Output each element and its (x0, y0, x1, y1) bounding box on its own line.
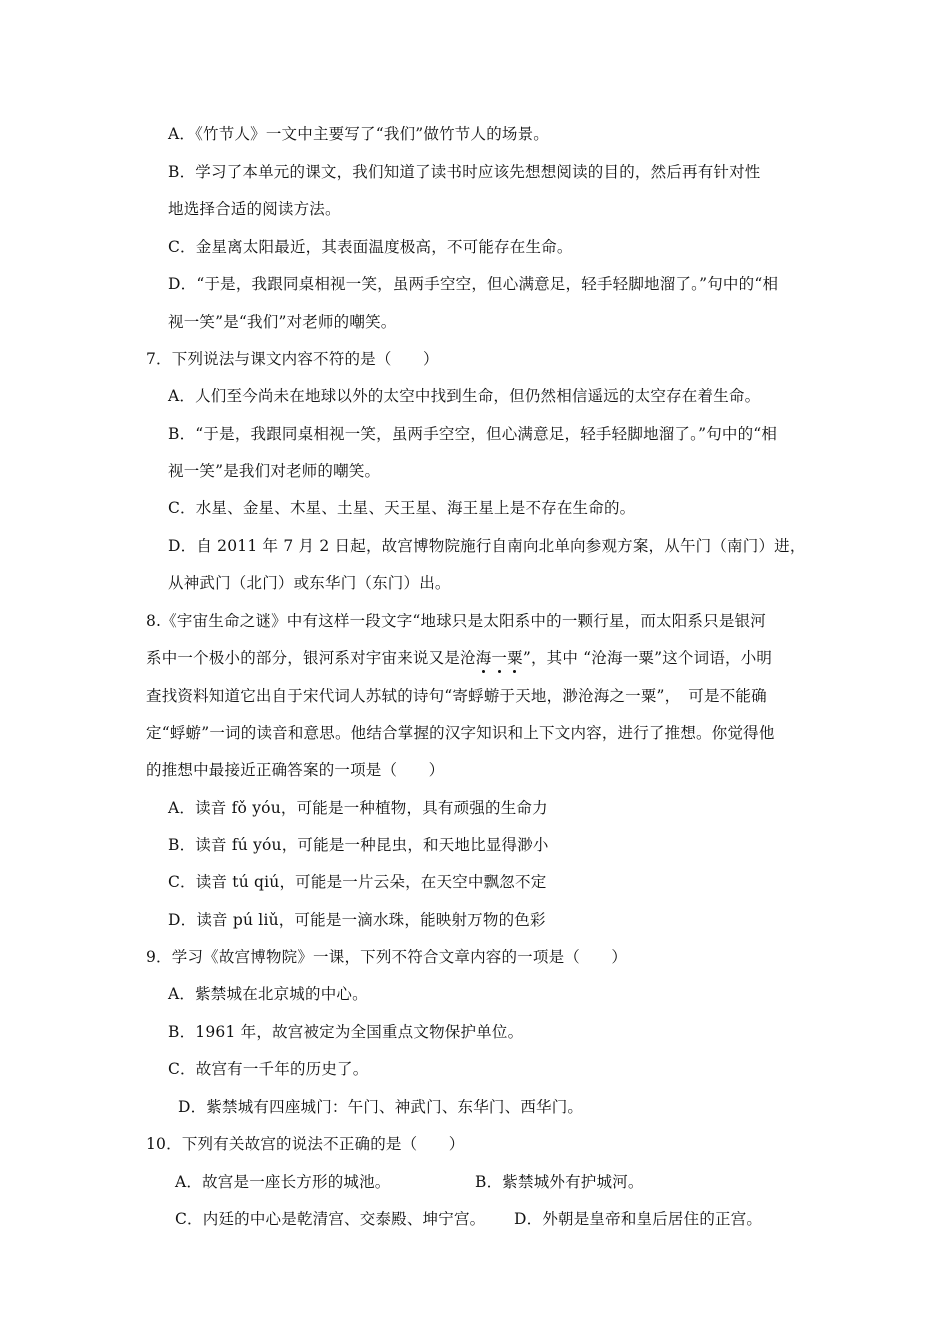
q7-option-b: B．“于是，我跟同桌相视一笑，虽两手空空，但心满意足，轻手轻脚地溜了。”句中的“相 (168, 425, 778, 443)
q10-option-c: C．内廷的中心是乾清宫、交泰殿、坤宁宫。 (175, 1210, 486, 1228)
emphasized-char (507, 649, 523, 667)
q8-option-d: D．读音 pú liǔ，可能是一滴水珠，能映射万物的色彩 (168, 911, 546, 929)
emphasis-dot-icon (498, 670, 501, 673)
emphasis-dot-icon (513, 670, 516, 673)
emphasis-dot-icon (482, 670, 485, 673)
q7-option-d: D．自 2011 年 7 月 2 日起，故宫博物院施行自南向北单向参观方案，从午门（南门）进， (168, 537, 806, 555)
q8-stem-line1: 8.《宇宙生命之谜》中有这样一段文字“地球只是太阳系中的一颗行星，而太阳系只是银河 (146, 612, 766, 630)
q7-option-d-continued: 从神武门（北门）或东华门（东门）出。 (168, 574, 451, 592)
q6-option-d-continued: 视一笑”是“我们”对老师的嘲笑。 (168, 313, 397, 331)
emphasized-char-text: 粟 (507, 649, 523, 667)
q7-stem: 7．下列说法与课文内容不符的是（ ） (146, 350, 439, 368)
q8-option-b: B．读音 fú yóu，可能是一种昆虫，和天地比显得渺小 (168, 836, 549, 854)
q8-option-c: C．读音 tú qiú，可能是一片云朵，在天空中飘忽不定 (168, 873, 547, 891)
q7-option-c: C．水星、金星、木星、土星、天王星、海王星上是不存在生命的。 (168, 499, 636, 517)
q8-stem-line2-prefix: 系中一个极小的部分，银河系对宇宙来说又是 (146, 649, 461, 667)
q8-stem-line3: 查找资料知道它出自于宋代词人苏轼的诗句“寄蜉蝣于天地，渺沧海之一粟”， 可是不能确 (146, 687, 767, 705)
q6-option-b-continued: 地选择合适的阅读方法。 (168, 200, 341, 218)
q8-option-a: A．读音 fǒ yóu，可能是一种植物，具有顽强的生命力 (168, 799, 548, 817)
q8-stem-line2 (146, 648, 772, 668)
q10-option-d: D．外朝是皇帝和皇后居住的正宫。 (514, 1210, 763, 1228)
q6-option-d: D．“于是，我跟同桌相视一笑，虽两手空空，但心满意足，轻手轻脚地溜了。”句中的“相 (168, 275, 779, 293)
q10-stem: 10．下列有关故宫的说法不正确的是（ ） (146, 1135, 465, 1153)
emphasized-char: 沧 (460, 649, 476, 667)
q9-stem: 9．学习《故宫博物院》一课，下列不符合文章内容的一项是（ ） (146, 948, 628, 966)
emphasized-char (476, 649, 492, 667)
emphasized-char-text: 一 (491, 649, 508, 667)
q10-option-b: B．紫禁城外有护城河。 (475, 1173, 644, 1191)
q6-option-c: C．金星离太阳最近，其表面温度极高，不可能存在生命。 (168, 238, 573, 256)
q7-option-a: A．人们至今尚未在地球以外的太空中找到生命，但仍然相信遥远的太空存在着生命。 (168, 387, 761, 405)
q8-stem-line2-suffix: ”，其中 “沧海一粟”这个词语，小明 (522, 649, 773, 667)
q7-option-b-continued: 视一笑”是我们对老师的嘲笑。 (168, 462, 381, 480)
q9-option-d: D．紫禁城有四座城门：午门、神武门、东华门、西华门。 (178, 1098, 584, 1116)
q9-option-a: A．紫禁城在北京城的中心。 (168, 985, 368, 1003)
q9-option-b: B．1961 年，故宫被定为全国重点文物保护单位。 (168, 1023, 524, 1041)
q9-option-c: C．故宫有一千年的历史了。 (168, 1060, 369, 1078)
emphasized-char (491, 649, 507, 667)
q6-option-a: A．《竹节人》一文中主要写了“我们”做竹节人的场景。 (168, 125, 549, 143)
emphasized-char-text: 海 (475, 649, 492, 667)
q6-option-b: B．学习了本单元的课文，我们知道了读书时应该先想想阅读的目的，然后再有针对性 (168, 163, 761, 181)
q10-option-a: A．故宫是一座长方形的城池。 (175, 1173, 391, 1191)
q8-stem-line5: 的推想中最接近正确答案的一项是（ ） (146, 761, 445, 779)
q8-stem-line4: 定“蜉蝣”一词的读音和意思。他结合掌握的汉字知识和上下文内容，进行了推想。你觉得他 (146, 724, 775, 742)
